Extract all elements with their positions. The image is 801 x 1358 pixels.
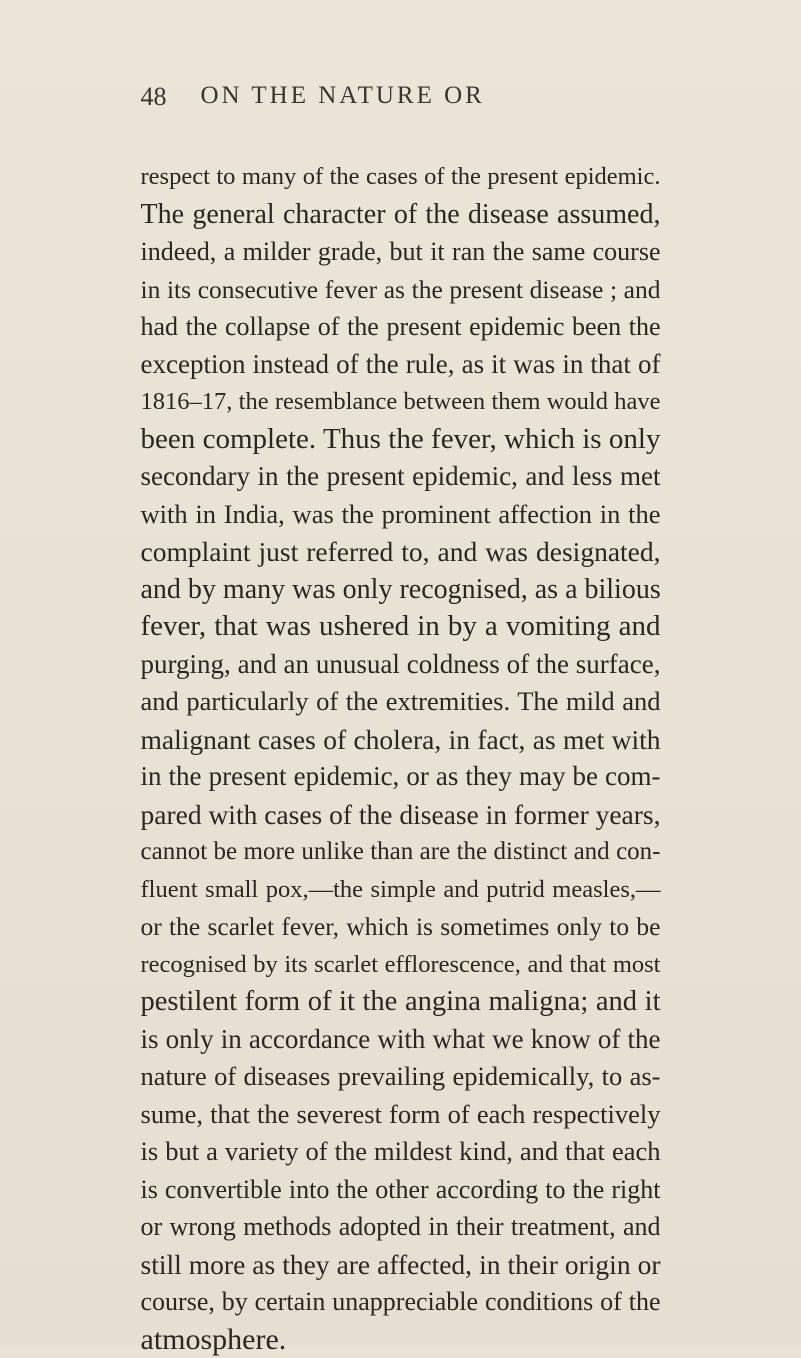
text-line: exception instead of the rule, as it was in that of xyxy=(141,346,661,384)
text-line: had the collapse of the present epidemic been the xyxy=(141,308,661,346)
text-line: pared with cases of the disease in former years, xyxy=(141,796,661,834)
text-line: pestilent form of it the angina maligna; and it xyxy=(141,983,661,1021)
page-number: 48 xyxy=(141,82,167,112)
text-line: and particularly of the extremities. The mild and xyxy=(141,683,661,721)
text-line: with in India, was the prominent affection in the xyxy=(141,496,661,534)
text-line: in its consecutive fever as the present disease ; and xyxy=(141,271,661,309)
text-line: 1816–17, the resemblance between them would have xyxy=(141,383,661,421)
text-line: fluent small pox,—the simple and putrid measles,— xyxy=(141,871,661,909)
text-line: respect to many of the cases of the present epidemic. xyxy=(141,158,661,196)
running-head: ON THE NATURE OR xyxy=(201,82,641,114)
body-text xyxy=(141,158,661,1358)
text-line: is convertible into the other according to the right xyxy=(141,1171,661,1209)
text-line: or the scarlet fever, which is sometimes only to be xyxy=(141,908,661,946)
text-line: or wrong methods adopted in their treatment, and xyxy=(141,1208,661,1246)
text-line: sume, that the severest form of each respectively xyxy=(141,1096,661,1134)
text-line: course, by certain unappreciable conditions of the xyxy=(141,1283,661,1321)
text-line: recognised by its scarlet efflorescence, and that most xyxy=(141,946,661,984)
text-line: secondary in the present epidemic, and less met xyxy=(141,458,661,496)
text-line: is but a variety of the mildest kind, and that each xyxy=(141,1133,661,1171)
text-line: purging, and an unusual coldness of the surface, xyxy=(141,646,661,684)
text-line: malignant cases of cholera, in fact, as met with xyxy=(141,721,661,759)
text-line: still more as they are affected, in their origin or xyxy=(141,1246,661,1284)
text-line: been complete. Thus the fever, which is only xyxy=(141,421,661,459)
text-line: is only in accordance with what we know of the xyxy=(141,1021,661,1059)
text-line: atmosphere. xyxy=(141,1321,661,1358)
text-line: cannot be more unlike than are the distinct and con- xyxy=(141,833,661,871)
text-line: nature of diseases prevailing epidemically, to as- xyxy=(141,1058,661,1096)
text-line: in the present epidemic, or as they may be com- xyxy=(141,758,661,796)
text-line: fever, that was ushered in by a vomiting and xyxy=(141,608,661,646)
text-line: and by many was only recognised, as a bilious xyxy=(141,571,661,609)
text-line: complaint just referred to, and was designated, xyxy=(141,533,661,571)
text-line: The general character of the disease assumed, xyxy=(141,196,661,234)
text-line: indeed, a milder grade, but it ran the same course xyxy=(141,233,661,271)
